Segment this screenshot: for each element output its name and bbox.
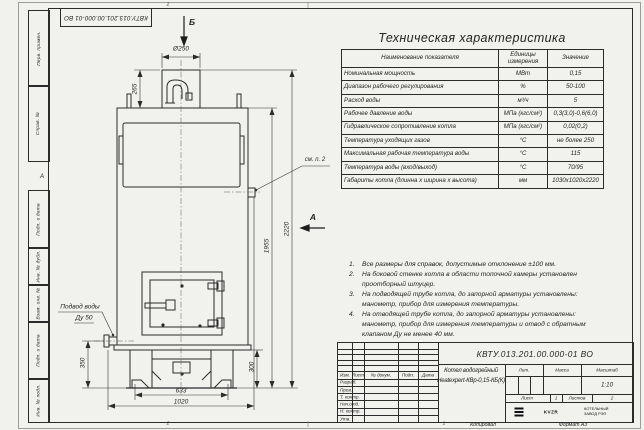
tb-scale-value: 1:10 bbox=[600, 381, 614, 389]
dim-label-300: 300 bbox=[248, 361, 256, 373]
note-item bbox=[349, 290, 591, 310]
tb-scale-label: Масштаб bbox=[596, 367, 618, 372]
spec-cell-value: 70/95 bbox=[548, 161, 604, 174]
spec-cell-name: Габариты котла (длинна x ширина x высота) bbox=[342, 175, 499, 188]
note-number: 2. bbox=[349, 271, 355, 279]
tb-col-data: Дата bbox=[421, 372, 435, 378]
zone-bottom-left: 2 bbox=[166, 421, 170, 427]
copied-label: Копировал bbox=[470, 421, 496, 428]
view-label-a: А bbox=[309, 212, 317, 222]
format-label: Формат А3 bbox=[558, 421, 588, 428]
note-number: 3. bbox=[349, 291, 355, 299]
spec-row bbox=[342, 121, 604, 134]
margin-label: Взам. инв. № bbox=[36, 287, 42, 320]
spec-cell-name: Максимальная рабочая температура воды bbox=[342, 148, 499, 161]
kvzr-logo-text: KVZR bbox=[543, 409, 559, 415]
dim-label-2220: 2220 bbox=[283, 221, 291, 237]
spec-cell-units: м³/ч bbox=[499, 94, 548, 107]
title-block bbox=[337, 342, 634, 423]
tb-col-list: Лист bbox=[352, 372, 364, 378]
spec-table bbox=[341, 49, 604, 189]
zone-top: 2 bbox=[166, 2, 170, 8]
spec-cell-value: 5 bbox=[548, 94, 604, 107]
spec-row bbox=[342, 68, 604, 81]
spec-cell-value: 1030x1020x2220 bbox=[548, 175, 604, 188]
spec-cell-units: °С bbox=[499, 134, 548, 147]
margin-label: Перв. примен. bbox=[36, 31, 42, 66]
spec-cell-value: 50-100 bbox=[548, 81, 604, 94]
spec-cell-units: мм bbox=[499, 175, 548, 188]
tb-sheets-label: Листов bbox=[568, 395, 586, 401]
kvzr-logo-icon bbox=[515, 408, 524, 417]
spec-row bbox=[342, 175, 604, 188]
note-item bbox=[349, 310, 591, 340]
tb-lit-label: Лит. bbox=[518, 367, 530, 372]
dim-label-diameter-250: Ø250 bbox=[173, 45, 189, 53]
note-text: Все размеры для справок, допустимые отклонение ±100 мм. bbox=[362, 261, 556, 268]
zone-side: А bbox=[39, 174, 45, 180]
spec-cell-value: 0,02(0,2) bbox=[548, 121, 604, 134]
dim-label-265: 265 bbox=[131, 83, 139, 95]
view-label-b: Б bbox=[188, 17, 196, 27]
tb-mass-label: Масса bbox=[555, 367, 569, 372]
tb-col-izm: Изм. bbox=[340, 372, 350, 378]
dim-label-350: 350 bbox=[79, 357, 87, 369]
tb-role-utv: Утв. bbox=[340, 416, 351, 422]
note-item bbox=[349, 270, 591, 290]
spec-row bbox=[342, 81, 604, 94]
tb-role-nachotd: Нач.отд. bbox=[340, 401, 360, 407]
spec-cell-units: МПа (кгс/см²) bbox=[499, 108, 548, 121]
notes-section bbox=[349, 260, 591, 340]
spec-cell-value: 0,3(3,0)-0,6(6,0) bbox=[548, 108, 604, 121]
margin-label: Инв. № подл. bbox=[36, 384, 42, 417]
spec-cell-units: МВт bbox=[499, 68, 548, 81]
dim-label-1020: 1020 bbox=[173, 398, 189, 406]
note-number: 1. bbox=[349, 261, 355, 268]
spec-header-units: Единицы измерения bbox=[499, 50, 548, 68]
company-name-line1: КОТЕЛЬНЫЙ bbox=[584, 406, 609, 412]
spec-cell-name: Гидравлическое сопротивление котла bbox=[342, 121, 499, 134]
dim-label-1955: 1955 bbox=[263, 238, 271, 254]
margin-label: Подп. и дата bbox=[36, 203, 42, 236]
spec-row bbox=[342, 94, 604, 107]
spec-cell-units: °С bbox=[499, 161, 548, 174]
spec-cell-value: 0,15 bbox=[548, 68, 604, 81]
spec-cell-value: не более 250 bbox=[548, 134, 604, 147]
note-item bbox=[349, 260, 591, 270]
note-text: На отводящей трубе котла, до запорной арматуры установлены: манометр, прибор для измерения температуры и отвод с обратным клапаном Ду не менее 40 мм. bbox=[362, 311, 586, 339]
spec-cell-name: Диапазон рабочего регулирования bbox=[342, 81, 499, 94]
tb-col-podp: Подп. bbox=[401, 372, 415, 378]
margin-label: Инв. № дубл. bbox=[36, 250, 42, 283]
tb-sheet-label: Лист bbox=[521, 395, 533, 401]
tb-product-name-2: Heatexpert-КВр-0,15-КБ(К) bbox=[437, 378, 505, 384]
note-text: На подводящей трубе котла, до запорной арматуры установлены: манометр, прибор для измерения температуры. bbox=[362, 291, 578, 309]
water-supply-label: Подвод воды bbox=[60, 303, 100, 311]
spec-cell-value: 115 bbox=[548, 148, 604, 161]
spec-cell-units: % bbox=[499, 81, 548, 94]
leader-lines bbox=[58, 166, 330, 336]
spec-row bbox=[342, 134, 604, 147]
tb-sheets-value: 2 bbox=[610, 395, 614, 401]
margin-label: Справ. № bbox=[36, 111, 42, 136]
zone-bottom-right: 1 bbox=[442, 421, 446, 427]
spec-cell-units: МПа (кгс/см²) bbox=[499, 121, 548, 134]
tb-role-nkontr: Н. контр. bbox=[340, 408, 361, 414]
spec-cell-name: Температура воды (вход/выход) bbox=[342, 161, 499, 174]
spec-header-value: Значение bbox=[548, 50, 604, 68]
note-number: 4. bbox=[349, 311, 355, 319]
tb-col-docnum: № докум. bbox=[370, 372, 392, 378]
spec-header-name: Наименование показателя bbox=[342, 50, 499, 68]
spec-cell-units: °С bbox=[499, 148, 548, 161]
company-name-line2: ЗАВОД РЭП bbox=[584, 411, 607, 416]
spec-cell-name: Номинальная мощность bbox=[342, 68, 499, 81]
spec-cell-name: Температура уходящих газов bbox=[342, 134, 499, 147]
dim-label-633: 633 bbox=[175, 387, 187, 395]
stamp-doc-number: КВТУ.013.201.00.000-01 ВО bbox=[64, 14, 148, 21]
see-note-label: см. п. 2 bbox=[304, 157, 326, 163]
spec-row bbox=[342, 148, 604, 161]
du50-label: Ду 50 bbox=[75, 314, 93, 322]
spec-row bbox=[342, 108, 604, 121]
spec-table-section bbox=[341, 31, 603, 189]
spec-cell-name: Рабочее давление воды bbox=[342, 108, 499, 121]
tb-role-razrab: Разраб. bbox=[340, 379, 357, 385]
spec-row bbox=[342, 161, 604, 174]
margin-label: Подп. и дата bbox=[36, 334, 42, 367]
tb-doc-number: КВТУ.013.201.00.000-01 ВО bbox=[476, 348, 594, 359]
tb-role-tkontr: Т. контр. bbox=[340, 394, 360, 400]
tb-role-prov: Пров. bbox=[340, 387, 353, 392]
boiler-body bbox=[104, 70, 255, 388]
spec-table-title: Техническая характеристика bbox=[378, 31, 566, 45]
tb-sheet-value: 1 bbox=[554, 395, 558, 401]
tb-product-name-1: Котел водогрейный bbox=[444, 368, 498, 374]
note-text: На боковой стенке котла в области топочной камеры установлен проотборный штуцер. bbox=[362, 271, 577, 289]
company-name bbox=[584, 407, 608, 417]
spec-cell-name: Расход воды bbox=[342, 94, 499, 107]
spec-header-row bbox=[342, 50, 604, 68]
